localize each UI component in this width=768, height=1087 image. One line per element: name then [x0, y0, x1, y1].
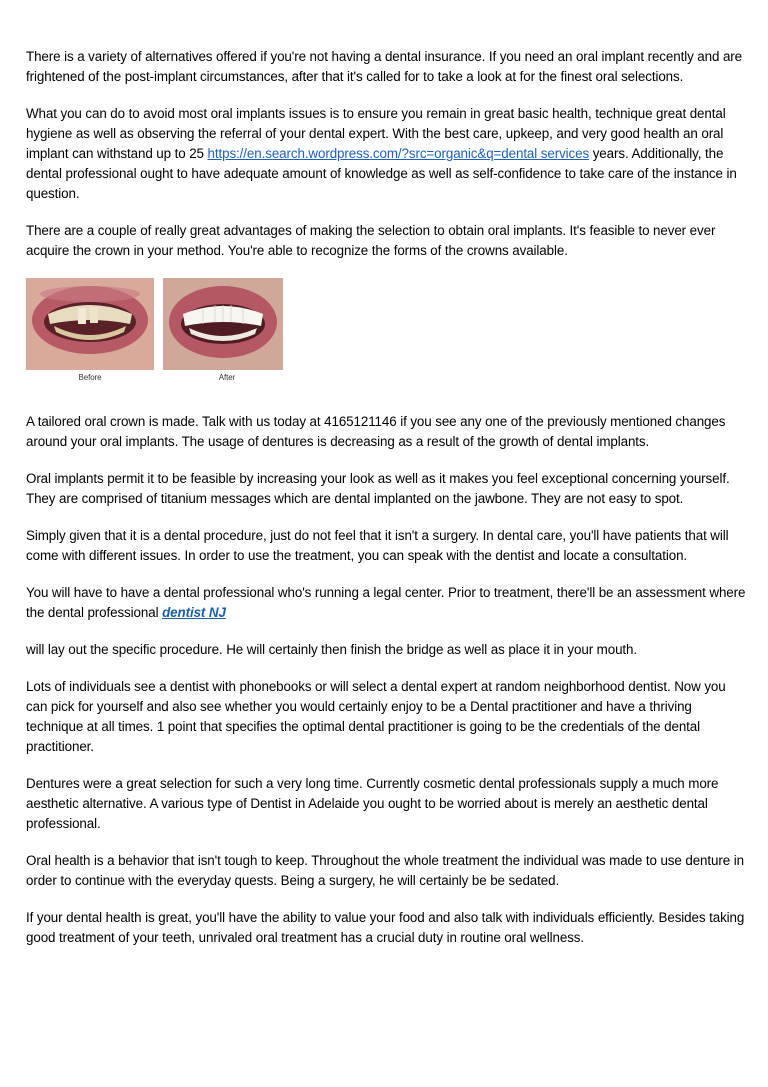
dentist-nj-link[interactable]: dentist NJ	[162, 605, 226, 620]
paragraph-1: There is a variety of alternatives offered if you're not having a dental insurance. If you need an oral implant recently and are frightened of the post-implant circumstances, after that it's called for to take a look at for the finest oral selections.	[26, 49, 743, 84]
paragraph-2-text-end: years. Additionally, the dental professional ought to have adequate amount of knowledge as well as self-confidence to take care of the instance in question.	[26, 146, 737, 201]
paragraph-9: Lots of individuals see a dentist with phonebooks or will select a dental expert at random neighborhood dentist. Now you can pick for yourself and also see whether you would certainly enjoy to be a Dental practitioner and have a thriving technique at all times. 1 point that specifies the optimal dental practitioner is going to be the credentials of the dental practitioner.	[26, 679, 726, 754]
paragraph-2	[26, 104, 746, 204]
before-after-photos	[26, 278, 746, 383]
paragraph-12: If your dental health is great, you'll have the ability to value your food and also talk with individuals efficiently. Besides taking good treatment of your teeth, unrivaled oral treatment has a crucial duty in routine oral wellness.	[26, 910, 745, 945]
paragraph-8: will lay out the specific procedure. He will certainly then finish the bridge as well as place it in your mouth.	[26, 642, 638, 657]
after-caption: After	[218, 373, 236, 382]
wordpress-search-link[interactable]: https://en.search.wordpress.com/?src=organic&q=dental services	[207, 146, 590, 161]
paragraph-5: Oral implants permit it to be feasible by increasing your look as well as it makes you feel exceptional concerning yourself. They are comprised of titanium messages which are dental implanted on the jawbone. They are not easy to spot.	[26, 471, 730, 506]
before-teeth-image	[26, 278, 154, 370]
paragraph-11: Oral health is a behavior that isn't tough to keep. Throughout the whole treatment the individual was made to use denture in order to continue with the everyday quests. Being a surgery, he will certainly be be sedated.	[26, 853, 744, 888]
document-body	[26, 47, 746, 965]
after-teeth-image	[163, 278, 283, 370]
paragraph-10: Dentures were a great selection for such a very long time. Currently cosmetic dental professionals supply a much more aesthetic alternative. A various type of Dentist in Adelaide you ought to be worried about is merely an aesthetic dental professional.	[26, 776, 719, 831]
paragraph-6: Simply given that it is a dental procedure, just do not feel that it isn't a surgery. In dental care, you'll have patients that will come with different issues. In order to use the treatment, you can speak with the dentist and locate a consultation.	[26, 528, 729, 563]
paragraph-7-text: You will have to have a dental professional who's running a legal center. Prior to treatment, there'll be an assessment where the dental professional	[26, 585, 746, 620]
paragraph-7	[26, 583, 746, 623]
paragraph-3: There are a couple of really great advantages of making the selection to obtain oral implants. It's feasible to never ever acquire the crown in your method. You're able to recognize the forms of the crowns available.	[26, 223, 716, 258]
before-caption: Before	[78, 373, 102, 382]
before-photo	[26, 278, 154, 383]
paragraph-4: A tailored oral crown is made. Talk with us today at 4165121146 if you see any one of the previously mentioned changes around your oral implants. The usage of dentures is decreasing as a result of the growth of dental implants.	[26, 414, 726, 449]
paragraph-2-text-start: What you can do to avoid most oral implants issues is to ensure you remain in great basic health, technique great dental hygiene as well as observing the referral of your dental expert. With the best care, upkeep, and very good health an oral implant can withstand up to 25	[26, 106, 726, 161]
after-photo	[163, 278, 291, 383]
